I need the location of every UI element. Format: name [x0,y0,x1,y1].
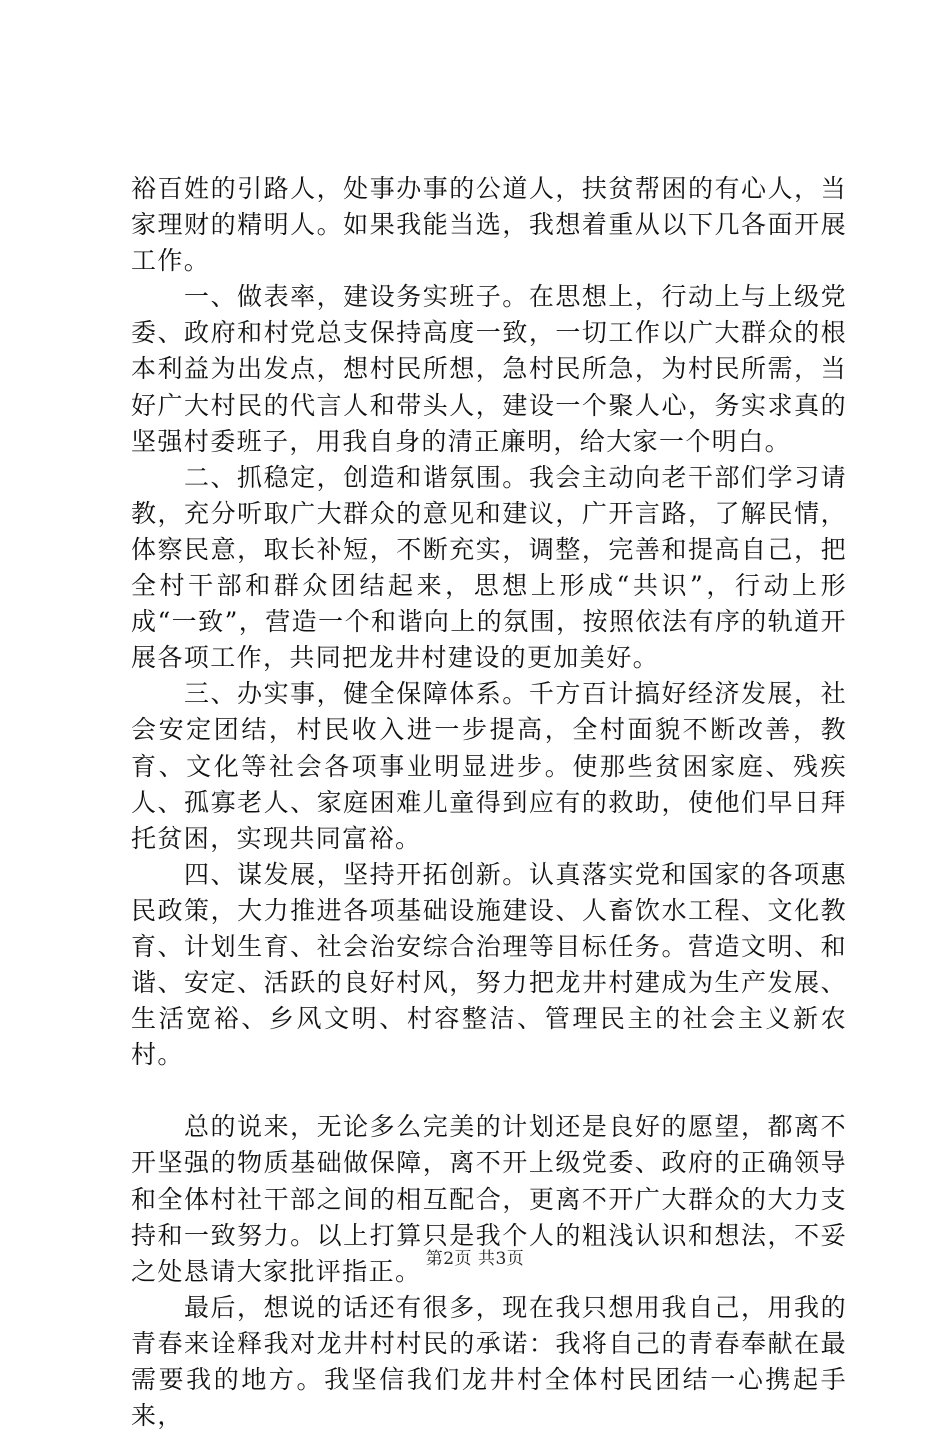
paragraph-point-four: 四、谋发展，坚持开拓创新。认真落实党和国家的各项惠民政策，大力推进各项基础设施建设、人畜饮水工程、文化教育、计划生育、社会治安综合治理等目标任务。营造文明、和谐、安定、活跃的良好村风，努力把龙井村建成为生产发展、生活宽裕、乡风文明、村容整洁、管理民主的社会主义新农村。 [131,859,847,1070]
paragraph-intro-continuation: 裕百姓的引路人，处事办事的公道人，扶贫帮困的有心人，当家理财的精明人。如果我能当选，我想着重从以下几各面开展工作。 [131,174,847,276]
page-number-footer: 第2页 共3页 [425,1249,525,1269]
paragraph-closing: 最后，想说的话还有很多，现在我只想用我自己，用我的青春来诠释我对龙井村村民的承诺：我将自己的青春奉献在最需要我的地方。我坚信我们龙井村全体村民团结一心携起手来， [131,1292,847,1431]
paragraph-point-one: 一、做表率，建设务实班子。在思想上，行动上与上级党委、政府和村党总支保持高度一致，一切工作以广大群众的根本利益为出发点，想村民所想，急村民所急，为村民所需，当好广大村民的代言人和带头人，建设一个聚人心，务实求真的坚强村委班子，用我自身的清正廉明，给大家一个明白。 [131,282,847,456]
paragraph-point-two: 二、抓稳定，创造和谐氛围。我会主动向老干部们学习请教，充分听取广大群众的意见和建议，广开言路，了解民情，体察民意，取长补短，不断充实，调整，完善和提高自己，把全村干部和群众团结起来，思想上形成“共识”，行动上形成“一致”，营造一个和谐向上的氛围，按照依法有序的轨道开展各项工作，共同把龙井村建设的更加美好。 [131,462,847,673]
paragraph-summary: 总的说来，无论多么完美的计划还是良好的愿望，都离不开坚强的物质基础做保障，离不开上级党委、政府的正确领导和全体村社干部之间的相互配合，更离不开广大群众的大力支持和一致努力。以上打算只是我个人的粗浅认识和想法，不妥之处恳请大家批评指正。 [131,1112,847,1286]
paragraph-spacer [131,1073,847,1109]
paragraph-point-three: 三、办实事，健全保障体系。千方百计搞好经济发展，社会安定团结，村民收入进一步提高，全村面貌不断改善，教育、文化等社会各项事业明显进步。使那些贫困家庭、残疾人、孤寡老人、家庭困难儿童得到应有的救助，使他们早日拜托贫困，实现共同富裕。 [131,679,847,853]
